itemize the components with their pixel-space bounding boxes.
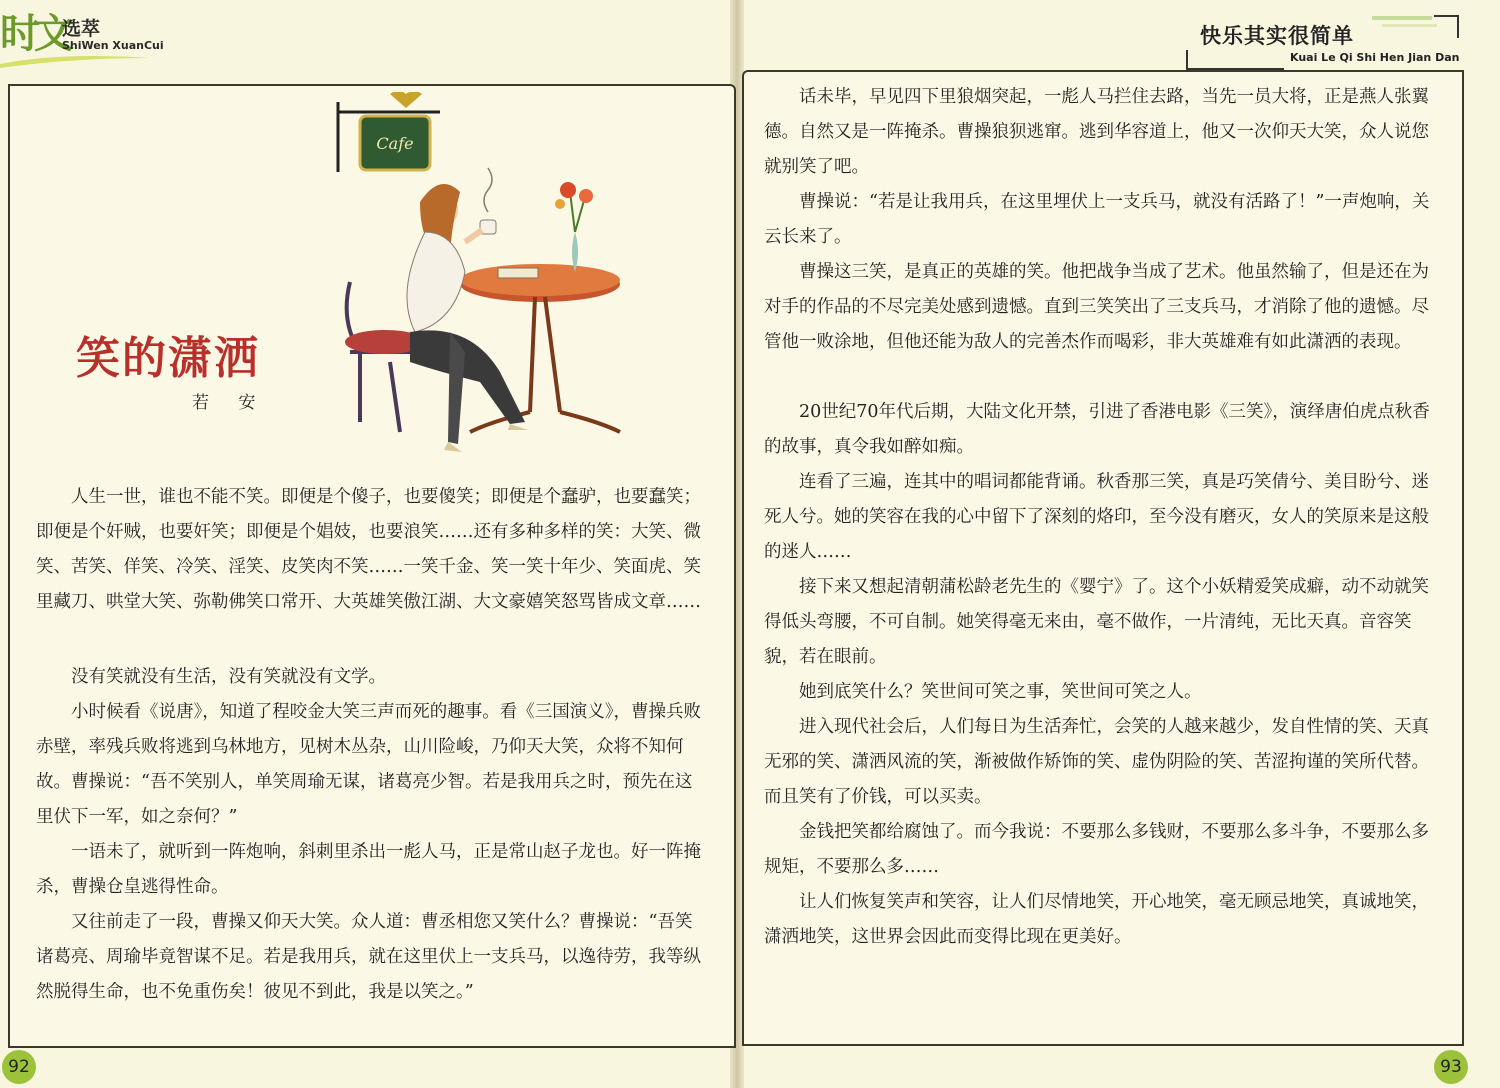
right-paragraph-5: 连看了三遍，连其中的唱词都能背诵。秋香那三笑，真是巧笑倩兮、美目盼兮、迷死人兮。她的笑容在我的心中留下了深刻的烙印，至今没有磨灭，女人的笑原来是这般的迷人…… [764, 472, 1429, 562]
logo-pinyin: ShiWen XuanCui [62, 39, 164, 52]
article-author: 若 安 [192, 393, 268, 413]
page-number-left: 92 [2, 1050, 36, 1084]
left-paragraph-1: 人生一世，谁也不能不笑。即便是个傻子，也要傻笑；即便是个蠢驴，也要蠢笑；即便是个奸贼，也要奸笑；即便是个娼妓，也要浪笑……还有多种多样的笑：大笑、微笑、苦笑、佯笑、冷笑、淫笑、皮笑肉不笑……一笑千金、笑一笑十年少、笑面虎、笑里藏刀、哄堂大笑、弥勒佛笑口常开、大英雄笑傲江湖、大文豪嬉笑怒骂皆成文章…… [36, 487, 701, 612]
article-title: 笑的潇洒 [76, 333, 260, 384]
left-paragraph-4: 一语未了，就听到一阵炮响，斜刺里杀出一彪人马，正是常山赵子龙也。好一阵掩杀，曹操仓皇逃得性命。 [36, 842, 701, 897]
header-decoration-icon [1372, 14, 1462, 40]
section-title: 快乐其实很简单 [1200, 24, 1354, 48]
right-paragraph-6: 接下来又想起清朝蒲松龄老先生的《婴宁》了。这个小妖精爱笑成癖，动不动就笑得低头弯腰，不可自制。她笑得毫无来由，毫不做作，一片清纯，无比天真。音容笑貌，若在眼前。 [764, 577, 1429, 667]
right-paragraph-1: 话未毕，早见四下里狼烟突起，一彪人马拦住去路，当先一员大将，正是燕人张翼德。自然又是一阵掩杀。曹操狼狈逃窜。逃到华容道上，他又一次仰天大笑，众人说您就别笑了吧。 [764, 87, 1429, 177]
right-paragraph-10: 让人们恢复笑声和笑容，让人们尽情地笑，开心地笑，毫无顾忌地笑，真诚地笑，潇洒地笑，这世界会因此而变得比现在更美好。 [764, 892, 1429, 947]
right-paragraph-3: 曹操这三笑，是真正的英雄的笑。他把战争当成了艺术。他虽然输了，但是还在为对手的作品的不尽完美处感到遗憾。直到三笑笑出了三支兵马，才消除了他的遗憾。尽管他一败涂地，但他还能为敌人的完善杰作而喝彩，非大英雄难有如此潇洒的表现。 [764, 262, 1429, 352]
left-paragraph-2: 没有笑就没有生活，没有笑就没有文学。 [36, 667, 386, 687]
header-bracket [1186, 50, 1284, 70]
right-paragraph-8: 进入现代社会后，人们每日为生活奔忙，会笑的人越来越少，发自性情的笑、天真无邪的笑、潇洒风流的笑，渐被做作矫饰的笑、虚伪阴险的笑、苦涩拘谨的笑所代替。而且笑有了价钱，可以买卖。 [764, 717, 1429, 807]
right-paragraph-9: 金钱把笑都给腐蚀了。而今我说：不要那么多钱财，不要那么多斗争，不要那么多规矩，不要那么多…… [764, 822, 1429, 877]
magazine-logo [0, 2, 170, 68]
left-paragraph-3: 小时候看《说唐》，知道了程咬金大笑三声而死的趣事。看《三国演义》，曹操兵败赤壁，率残兵败将逃到乌林地方，见树木丛杂，山川险峻，乃仰天大笑，众将不知何故。曹操说：“吾不笑别人，单笑周瑜无谋，诸葛亮少智。若是我用兵之时，预先在这里伏下一军，如之奈何？” [36, 702, 701, 827]
section-pinyin: Kuai Le Qi Shi Hen Jian Dan [1290, 51, 1460, 64]
cafe-woman-illustration [330, 92, 630, 472]
swoosh-icon [0, 54, 150, 68]
right-paragraph-2: 曹操说：“若是让我用兵，在这里埋伏上一支兵马，就没有活路了！”一声炮响，关云长来了。 [764, 192, 1430, 247]
page-number-right: 93 [1434, 1050, 1468, 1084]
logo-title: 选萃 [62, 18, 101, 40]
left-paragraph-5: 又往前走了一段，曹操又仰天大笑。众人道：曹丞相您又笑什么？曹操说：“吾笑诸葛亮、周瑜毕竟智谋不足。若是我用兵，就在这里伏上一支兵马，以逸待劳，我等纵然脱得生命，也不免重伤矣！彼见不到此，我是以笑之。” [36, 912, 701, 1002]
cafe-sign-text: Cafe [376, 134, 414, 153]
right-paragraph-7: 她到底笑什么？笑世间可笑之事，笑世间可笑之人。 [764, 682, 1202, 702]
logo-mark: 时文 [0, 10, 68, 57]
right-paragraph-4: 20世纪70年代后期，大陆文化开禁，引进了香港电影《三笑》，演绎唐伯虎点秋香的故事，真令我如醉如痴。 [764, 402, 1430, 457]
